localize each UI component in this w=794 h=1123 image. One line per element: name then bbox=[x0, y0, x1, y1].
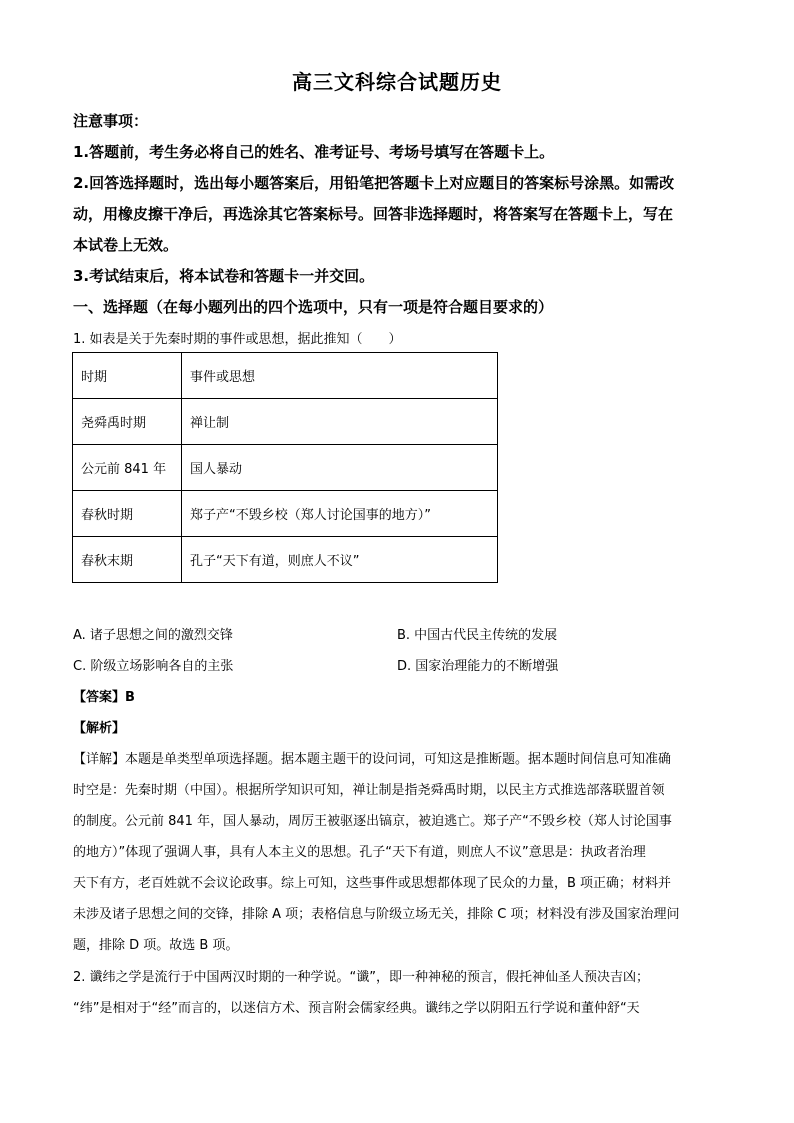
table-cell: 春秋末期 bbox=[73, 537, 182, 583]
option-a: A. 诸子思想之间的激烈交锋 bbox=[73, 628, 233, 643]
detail-line: 的制度。公元前 841 年，国人暴动，周厉王被驱逐出镐京，被迫逃亡。郑子产“不毁乡校（郑人讨论国事 bbox=[73, 814, 672, 829]
detail-line: 的地方）”体现了强调人事，具有人本主义的思想。孔子“天下有道，则庶人不议”意思是：执政者治理 bbox=[73, 845, 646, 860]
detail-line: 未涉及诸子思想之间的交锋，排除 A 项；表格信息与阶级立场无关，排除 C 项；材料没有涉及国家治理问 bbox=[73, 907, 680, 922]
table-cell: 春秋时期 bbox=[73, 491, 182, 537]
note-item-2-line-3: 本试卷上无效。 bbox=[73, 236, 179, 254]
question-2-line-2: “纬”是相对于“经”而言的，以迷信方术、预言附会儒家经典。谶纬之学以阴阳五行学说和董仲舒“天 bbox=[73, 1001, 640, 1016]
table-cell: 国人暴动 bbox=[182, 445, 498, 491]
table-row bbox=[73, 491, 498, 537]
option-d: D. 国家治理能力的不断增强 bbox=[397, 659, 559, 674]
detail-line: 【详解】本题是单类型单项选择题。据本题主题干的设问词，可知这是推断题。据本题时间信息可知准确 bbox=[73, 752, 672, 767]
table-cell: 孔子“天下有道，则庶人不议” bbox=[182, 537, 498, 583]
note-item-2-line-2: 动，用橡皮擦干净后，再选涂其它答案标号。回答非选择题时，将答案写在答题卡上，写在 bbox=[73, 205, 674, 223]
question-1-stem: 1. 如表是关于先秦时期的事件或思想，据此推知（ ） bbox=[73, 332, 402, 347]
table-row bbox=[73, 399, 498, 445]
detail-line: 天下有方，老百姓就不会议论政事。综上可知，这些事件或思想都体现了民众的力量，B 项正确；材料并 bbox=[73, 876, 672, 891]
section-heading: 一、选择题（在每小题列出的四个选项中，只有一项是符合题目要求的） bbox=[73, 298, 554, 316]
note-item-1: 1.答题前，考生务必将自己的姓名、准考证号、考场号填写在答题卡上。 bbox=[73, 143, 555, 161]
table-cell: 尧舜禹时期 bbox=[73, 399, 182, 445]
question-2-line-1: 2. 谶纬之学是流行于中国两汉时期的一种学说。“谶”，即一种神秘的预言，假托神仙圣人预决吉凶； bbox=[73, 970, 650, 985]
table-row bbox=[73, 353, 498, 399]
page-title: 高三文科综合试题历史 bbox=[292, 70, 502, 94]
detail-line: 时空是：先秦时期（中国）。根据所学知识可知，禅让制是指尧舜禹时期，以民主方式推选部落联盟首领 bbox=[73, 783, 665, 798]
table-cell: 事件或思想 bbox=[182, 353, 498, 399]
note-item-2-line-1: 2.回答选择题时，选出每小题答案后，用铅笔把答题卡上对应题目的答案标号涂黑。如需改 bbox=[73, 174, 675, 192]
table-cell: 公元前 841 年 bbox=[73, 445, 182, 491]
notes-heading: 注意事项： bbox=[73, 112, 149, 130]
table-row bbox=[73, 445, 498, 491]
note-item-3: 3.考试结束后，将本试卷和答题卡一并交回。 bbox=[73, 267, 375, 285]
option-b: B. 中国古代民主传统的发展 bbox=[397, 628, 558, 643]
option-c: C. 阶级立场影响各自的主张 bbox=[73, 659, 234, 674]
events-table bbox=[72, 352, 498, 583]
table-row bbox=[73, 537, 498, 583]
table-cell: 时期 bbox=[73, 353, 182, 399]
table-cell: 禅让制 bbox=[182, 399, 498, 445]
table-cell: 郑子产“不毁乡校（郑人讨论国事的地方）” bbox=[182, 491, 498, 537]
answer-label: 【答案】B bbox=[73, 690, 135, 705]
analysis-label: 【解析】 bbox=[73, 721, 126, 736]
detail-line: 题，排除 D 项。故选 B 项。 bbox=[73, 938, 239, 953]
